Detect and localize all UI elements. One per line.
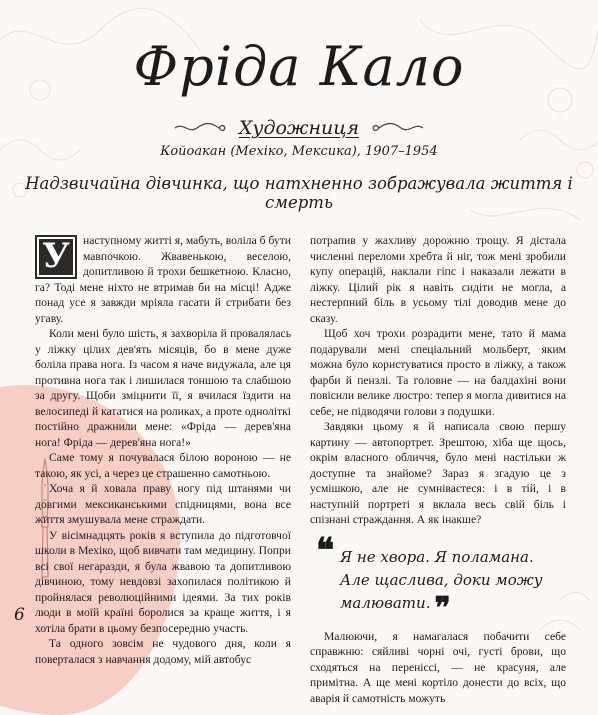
left-text-column — [35, 233, 291, 667]
paragraph: У вісімнадцять років я вступила до підготовчої школи в Мехіко, щоб вивчати там медицину. Попри всі свої негаразди, я була жвавою та допитливою дівчиною, тому невдовзі захопилася політикою й пройнялася революційними ідеями. За тих років люди в моїй країні боролися за краще життя, і я хотіла брати в цьому безпосередню участь. — [35, 528, 291, 635]
pull-quote-text: Я не хвора. Я поламана. Але щаслива, доки можу малювати. — [340, 547, 543, 612]
open-quote-icon: ❝ — [316, 530, 335, 571]
page-number: 6 — [14, 605, 25, 625]
right-flourish-icon — [371, 121, 425, 135]
paragraph-text: наступному житті я, мабуть, воліла б бути мавпочкою. Жвавенькою, веселою, допитливою й трохи бешкетною. Класно, га? Тоді мене ніхто не втримав би на місці! Адже понад усе я завжди мріяла гасати й стрибати без угаву. — [35, 234, 291, 325]
paragraph: Завдяки цьому я й написала свою першу картину — автопортрет. Зрештою, хіба ще щось, окрім власного обличчя, було мені настільки ж доступне та знайоме? Зараз я згадую це з усмішкою, але не сумніваєтеся: і в тій, і в наступній портреті я вклала весь свій біль і спізнані страждання. А як інакше? — [310, 420, 566, 526]
close-quote-icon: ❞ — [434, 590, 451, 626]
paragraph: Щоб хоч трохи розрадити мене, тато й мама подарували мені спеціальний мольберт, яким можна було користуватися просто в ліжку, а також фарби й пензлі. Та головне — на балдахіні вони повісили велике люстро: тепер я могла дивитися на себе, не підводячи голови з подушки. — [310, 327, 566, 418]
paragraph: Хоча я й ховала праву ногу під штанями чи довгими мексиканськими спідницями, вона все життя змушувала мене страждати. — [35, 482, 291, 526]
paragraph: Та одного зовсім не чудового дня, коли я поверталася з навчання додому, мій автобус — [35, 637, 291, 666]
subtitle-profession: Художниця — [238, 117, 360, 139]
birth-info: Койоакан (Мехіко, Мексика), 1907–1954 — [160, 144, 438, 159]
paragraph — [35, 233, 291, 326]
paragraph: потрапив у жахливу дорожню трощу. Я дістала численні переломи хребта й ніг, тож мені зробили купу операцій, наклали гіпс і наказали лежати в ліжку. Цілий рік я навіть сидіти не могла, а нестерпний біль в усьому тілі доводив мене до сказу. — [310, 234, 566, 325]
right-text-column — [310, 233, 566, 706]
paragraph: Малюючи, я намагалася побачити себе справжню: сяйливі чорні очі, густі брови, що сходяться на переніссі, — не красуня, але примітна. А ще мені кортіло донести до всіх, що аварія й самотність можуть — [310, 629, 566, 705]
paragraph: Коли мені було шість, я захворіла й провалялась у ліжку цілих дев'ять місяців, бо в мене дуже боліла права нога. Із часом я наче видужала, але ця противна нога так і лишилася тоншою та слабшою за другу. Щоби зміцнити її, я вчилася їздити на велосипеді й кататися на роликах, а проте одноліткі постійно дражнили мене: «Фріда — дерев'яна нога! Фріда — дерев'яна нога!» — [35, 327, 291, 449]
subtitle-row — [0, 116, 598, 140]
drop-cap: У — [35, 235, 77, 279]
paragraph: Саме тому я почувалася білою вороною — не такою, як усі, а через це страшенно самотньою. — [35, 451, 291, 480]
tagline: Надзвичайна дівчинка, що натхненно зображувала життя і смерть — [25, 174, 573, 212]
left-flourish-icon — [173, 121, 227, 135]
page-title: Фріда Кало — [133, 35, 465, 98]
pull-quote — [310, 530, 566, 626]
